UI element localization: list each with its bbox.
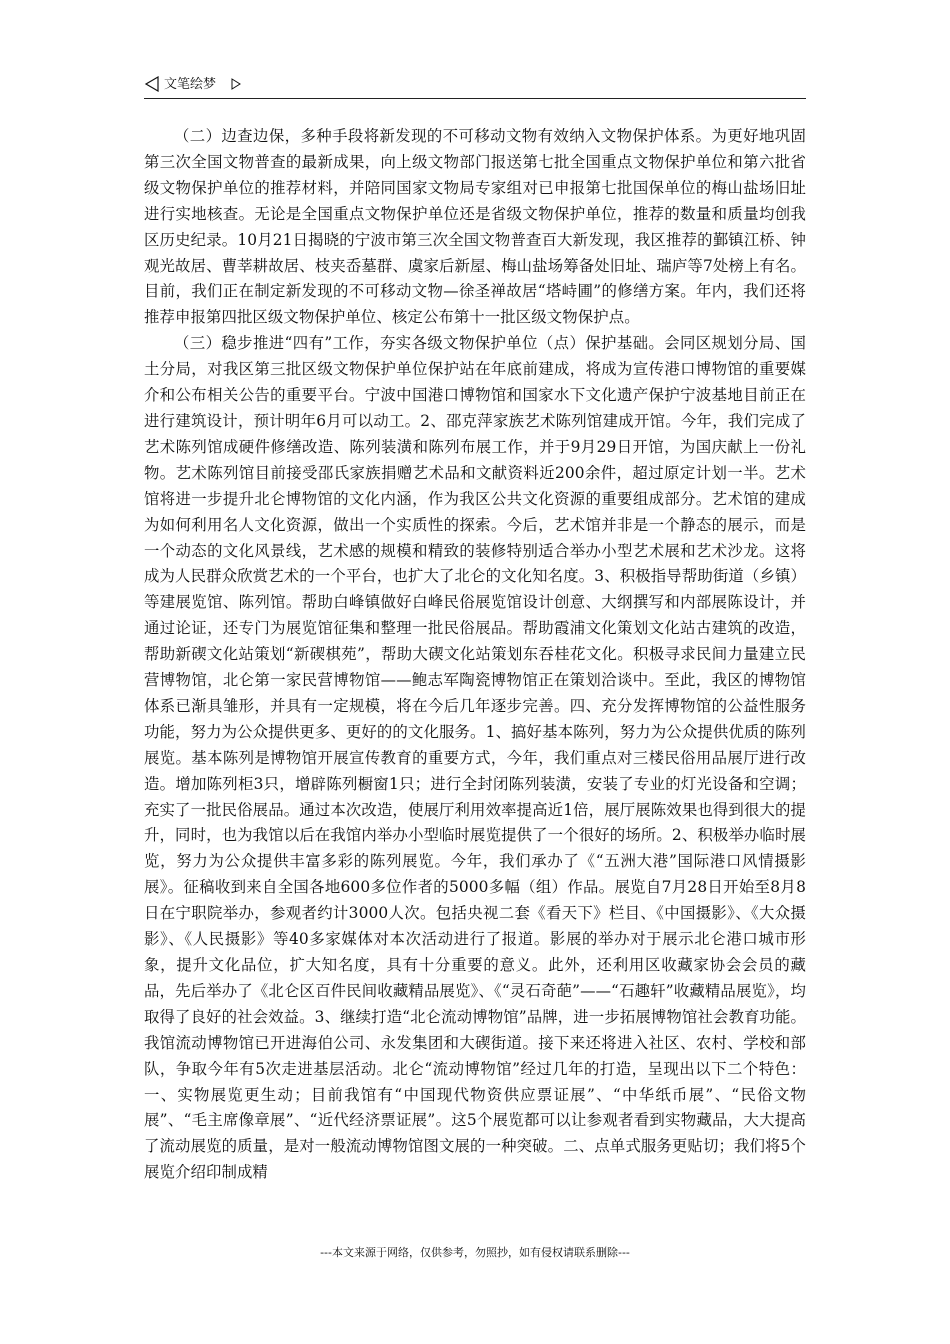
- paragraph-section-2: （二）边查边保，多种手段将新发现的不可移动文物有效纳入文物保护体系。为更好地巩固第三次全国文物普查的最新成果，向上级文物部门报送第七批全国重点文物保护单位和第六批省级文物保护单位的推荐材料，并陪同国家文物局专家组对已申报第七批国保单位的梅山盐场旧址进行实地核查。无论是全国重点文物保护单位还是省级文物保护单位，推荐的数量和质量均创我区历史纪录。10月21日揭晓的宁波市第三次全国文物普查百大新发现，我区推荐的鄞镇江桥、钟观光故居、曹莘耕故居、枝夹岙墓群、虞家后新屋、梅山盐场筹备处旧址、瑞庐等7处榜上有名。目前，我们正在制定新发现的不可移动文物—徐圣禅故居“塔峙圃”的修缮方案。年内，我们还将推荐申报第四批区级文物保护单位、核定公布第十一批区级文物保护点。: [144, 127, 806, 327]
- triangle-right-outline-icon: [231, 78, 241, 90]
- triangle-left-outline-icon: [144, 76, 160, 92]
- paragraph-section-3: （三）稳步推进“四有”工作，夯实各级文物保护单位（点）保护基础。会同区规划分局、国土分局，对我区第三批区级文物保护单位保护站在年底前建成，将成为宣传港口博物馆的重要媒介和公布相关公告的重要平台。宁波中国港口博物馆和国家水下文化遗产保护宁波基地目前正在进行建筑设计，预计明年6月可以动工。2、邵克萍家族艺术陈列馆建成开馆。今年，我们完成了艺术陈列馆成硬件修缮改造、陈列装潢和陈列布展工作，并于9月29日开馆，为国庆献上一份礼物。艺术陈列馆目前接受邵氏家族捐赠艺术品和文献资料近200余件，超过原定计划一半。艺术馆将进一步提升北仑博物馆的文化内涵，作为我区公共文化资源的重要组成部分。艺术馆的建成为如何利用名人文化资源，做出一个实质性的探索。今后，艺术馆并非是一个静态的展示，而是一个动态的文化风景线，艺术感的规模和精致的装修特别适合举办小型艺术展和艺术沙龙。这将成为人民群众欣赏艺术的一个平台，也扩大了北仑的文化知名度。3、积极指导帮助街道（乡镇）等建展览馆、陈列馆。帮助白峰镇做好白峰民俗展览馆设计创意、大纲撰写和内部展陈设计，并通过论证，还专门为展览馆征集和整理一批民俗展品。帮助霞浦文化策划文化站古建筑的改造，帮助新碶文化站策划“新碶棋苑”，帮助大碶文化站策划东吞桂花文化。积极寻求民间力量建立民营博物馆，北仑第一家民营博物馆——鲍志军陶瓷博物馆正在策划洽谈中。至此，我区的博物馆体系已渐具雏形，并具有一定规模，将在今后几年逐步完善。四、充分发挥博物馆的公益性服务功能，努力为公众提供更多、更好的的文化服务。1、搞好基本陈列，努力为公众提供优质的陈列展览。基本陈列是博物馆开展宣传教育的重要方式，今年，我们重点对三楼民俗用品展厅进行改造。增加陈列柜3只，增辟陈列橱窗1只；进行全封闭陈列装潢，安装了专业的灯光设备和空调；充实了一批民俗展品。通过本次改造，使展厅利用效率提高近1倍，展厅展陈效果也得到很大的提升，同时，也为我馆以后在我馆内举办小型临时展览提供了一个很好的场所。2、积极举办临时展览，努力为公众提供丰富多彩的陈列展览。今年，我们承办了《“五洲大港”国际港口风情摄影展》。征稿收到来自全国各地600多位作者的5000多幅（组）作品。展览自7月28日开始至8月8日在宁职院举办，参观者约计3000人次。包括央视二套《看天下》栏目、《中国摄影》、《大众摄影》、《人民摄影》等40多家媒体对本次活动进行了报道。影展的举办对于展示北仑港口城市形象，提升文化品位，扩大知名度，具有十分重要的意义。此外，还利用区收藏家协会会员的藏品，先后举办了《北仑区百件民间收藏精品展览》、《“灵石奇葩”——“石趣轩”收藏精品展览》，均取得了良好的社会效益。3、继续打造“北仑流动博物馆”品牌，进一步拓展博物馆社会教育功能。我馆流动博物馆已开进海伯公司、永发集团和大碶街道。接下来还将进入社区、农村、学校和部队，争取今年有5次走进基层活动。北仑“流动博物馆”经过几年的打造，呈现出以下二个特色：一、实物展览更生动；目前我馆有“中国现代物资供应票证展”、“中华纸币展”、“民俗文物展”、“毛主席像章展”、“近代经济票证展”。这5个展览都可以让参观者看到实物藏品，大大提高了流动展览的质量，是对一般流动博物馆图文展的一种突破。二、点单式服务更贴切；我们将5个展览介绍印制成精: [144, 334, 806, 1182]
- header-title: 文笔绘梦: [164, 77, 217, 92]
- page-header: [144, 74, 806, 99]
- document-body: [144, 124, 806, 1186]
- footer-disclaimer: ---本文来源于网络，仅供参考，勿照抄，如有侵权请联系删除---: [320, 1246, 630, 1259]
